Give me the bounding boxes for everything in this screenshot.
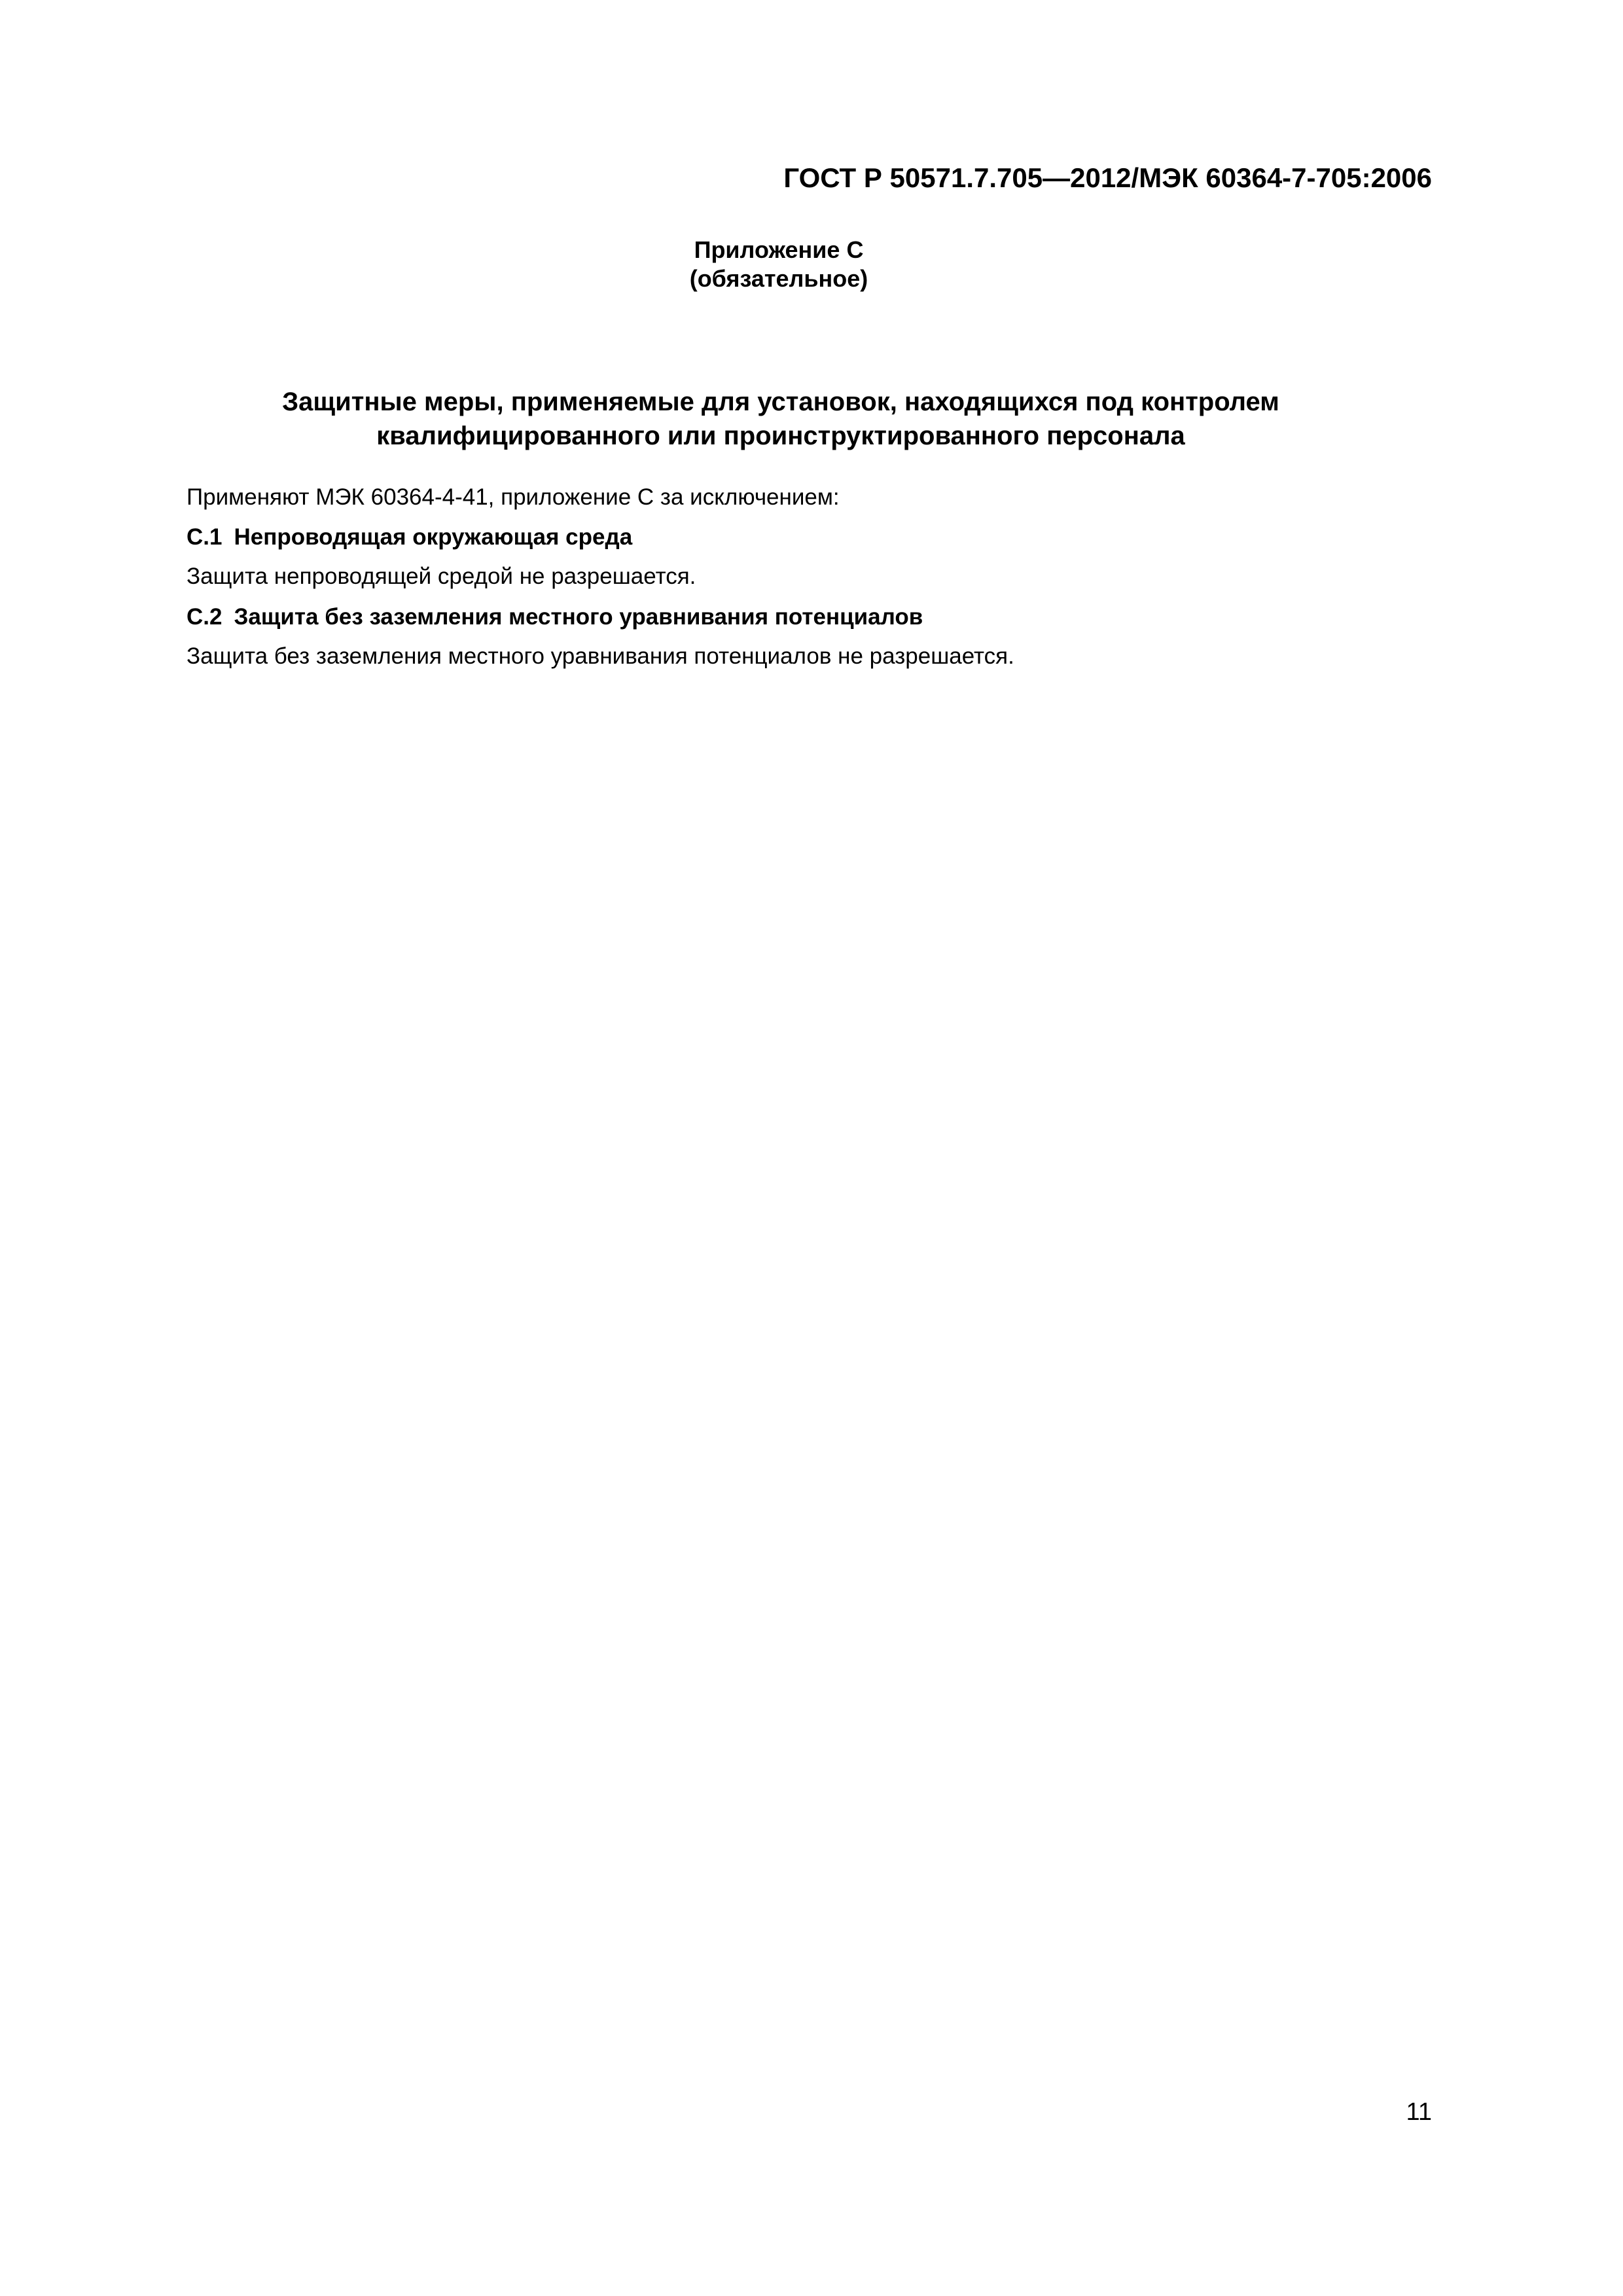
clause-title: Непроводящая окружающая среда bbox=[234, 524, 633, 550]
section-heading-line-2: квалифицированного или проинструктированного персонала bbox=[376, 422, 1185, 450]
page-number: 11 bbox=[1406, 2098, 1432, 2126]
clause-number: С.1 bbox=[187, 524, 223, 550]
document-id-header: ГОСТ Р 50571.7.705—2012/МЭК 60364-7-705:2006 bbox=[783, 162, 1432, 193]
clause-text-c1: Защита непроводящей средой не разрешается. bbox=[187, 564, 696, 589]
annex-type: (обязательное) bbox=[689, 265, 868, 292]
clause-title: Защита без заземления местного уравнивания потенциалов bbox=[234, 604, 923, 630]
intro-paragraph: Применяют МЭК 60364-4-41, приложение С за исключением: bbox=[187, 484, 840, 510]
clause-number: С.2 bbox=[187, 604, 223, 630]
clause-text-c2: Защита без заземления местного уравнивания потенциалов не разрешается. bbox=[187, 643, 1014, 669]
section-heading-line-1: Защитные меры, применяемые для установок, находящихся под контролем bbox=[282, 387, 1279, 416]
annex-title: Приложение С bbox=[694, 236, 864, 263]
clause-heading-c1 bbox=[187, 523, 632, 552]
section-heading bbox=[183, 385, 1378, 453]
clause-heading-c2 bbox=[187, 603, 923, 632]
